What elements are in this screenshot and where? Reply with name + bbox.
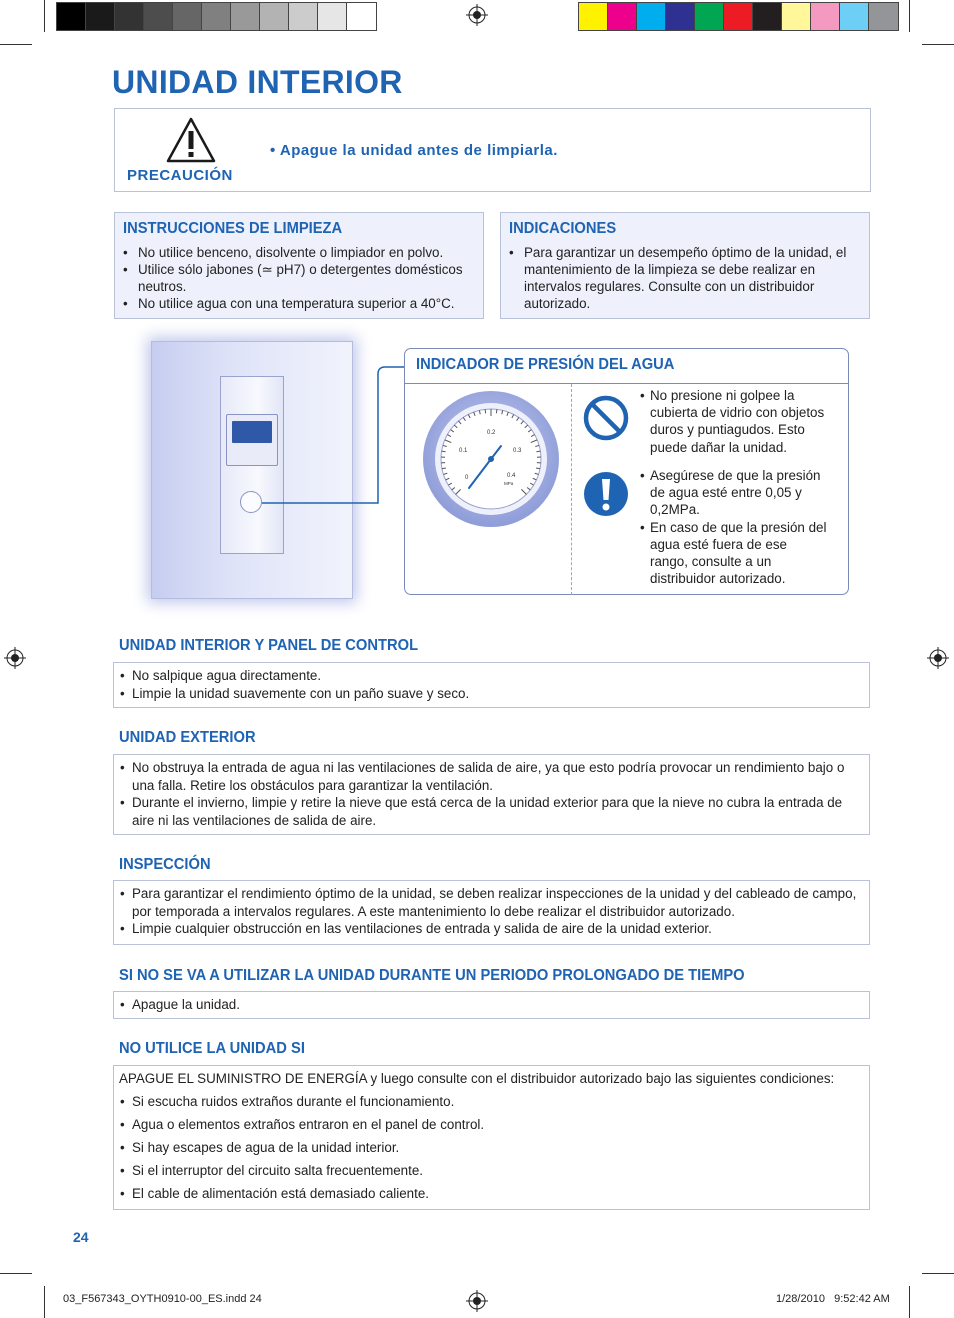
- indications-box: [500, 212, 870, 319]
- list-item: • Si escucha ruidos extraños durante el funcionamiento.: [119, 1093, 863, 1111]
- crop-mark: [909, 1286, 910, 1318]
- color-swatch: [811, 3, 840, 30]
- dashed-divider: [571, 384, 572, 595]
- color-swatch: [579, 3, 608, 30]
- gauge-tick: [442, 451, 446, 452]
- crop-mark: [922, 44, 954, 45]
- list-item: • Agua o elementos extraños entraron en el panel de control.: [119, 1116, 863, 1134]
- gray-swatch: [57, 3, 86, 30]
- section-box-inspection: [113, 880, 870, 945]
- section-title-long-period: SI NO SE VA A UTILIZAR LA UNIDAD DURANTE UN PERIODO PROLONGADO DE TIEMPO: [119, 967, 745, 984]
- registration-mark-icon: [466, 1290, 488, 1312]
- color-swatch: [637, 3, 666, 30]
- list-item: • No presione ni golpee la cubierta de vidrio con objetos duros y puntiagudos. Esto puede dañar la unidad.: [640, 387, 828, 456]
- color-swatch: [869, 3, 898, 30]
- cleaning-instructions-title: INSTRUCCIONES DE LIMPIEZA: [123, 220, 343, 237]
- list-item: • No utilice benceno, disolvente o limpiador en polvo.: [123, 244, 475, 261]
- warning-triangle-icon: [165, 116, 217, 164]
- water-pressure-title: INDICADOR DE PRESIÓN DEL AGUA: [416, 356, 675, 373]
- section-title-inspection: INSPECCIÓN: [119, 856, 211, 873]
- list-item: • Apague la unidad.: [119, 996, 863, 1014]
- list-item: • Limpie cualquier obstrucción en las ventilaciones de entrada y salida de aire de la unidad exterior.: [119, 920, 863, 938]
- list-item: • Utilice sólo jabones (≃ pH7) o detergentes domésticos neutros.: [123, 261, 475, 295]
- gray-swatch: [260, 3, 289, 30]
- list-item: • Limpie la unidad suavemente con un paño suave y seco.: [119, 685, 863, 703]
- gray-swatch: [144, 3, 173, 30]
- color-swatch: [840, 3, 869, 30]
- crop-mark: [922, 1273, 954, 1274]
- section-title-indoor-panel: UNIDAD INTERIOR Y PANEL DE CONTROL: [119, 637, 419, 654]
- print-slug-filename: 03_F567343_OYTH0910-00_ES.indd 24: [63, 1293, 262, 1305]
- page-title: UNIDAD INTERIOR: [112, 64, 403, 100]
- gauge-label: 0.1: [459, 448, 468, 454]
- color-swatch: [724, 3, 753, 30]
- caution-text: • Apague la unidad antes de limpiarla.: [270, 142, 558, 159]
- registration-mark-icon: [927, 647, 949, 669]
- process-color-bar: [578, 2, 899, 31]
- do-not-use-intro: APAGUE EL SUMINISTRO DE ENERGÍA y luego consulte con el distribuidor autorizado bajo las siguientes condiciones:: [119, 1071, 835, 1086]
- cleaning-instructions-box: [114, 212, 484, 319]
- crop-mark: [0, 44, 32, 45]
- gauge-label: 0.4: [507, 473, 516, 479]
- indications-list: [509, 244, 861, 312]
- gray-swatch: [202, 3, 231, 30]
- section-box-indoor-panel: [113, 662, 870, 708]
- registration-mark-icon: [4, 647, 26, 669]
- pressure-gauge-small-icon: [240, 491, 262, 513]
- print-slug-date: 1/28/2010 9:52:42 AM: [776, 1293, 890, 1305]
- color-swatch: [608, 3, 637, 30]
- mandatory-exclamation-icon: [582, 470, 630, 518]
- crop-mark: [909, 0, 910, 32]
- gray-color-bar: [56, 2, 377, 31]
- gauge-tick: [536, 451, 540, 452]
- color-swatch: [782, 3, 811, 30]
- caution-label: PRECAUCIÓN: [127, 167, 233, 184]
- gauge-label: 0: [465, 475, 469, 481]
- list-item: • El cable de alimentación está demasiado caliente.: [119, 1185, 863, 1203]
- pressure-gauge-icon: [421, 389, 561, 529]
- color-swatch: [753, 3, 782, 30]
- section-box-long-period: [113, 991, 870, 1019]
- registration-mark-icon: [466, 4, 488, 26]
- section-title-do-not-use: NO UTILICE LA UNIDAD SI: [119, 1040, 305, 1057]
- list-item: • Para garantizar un desempeño óptimo de la unidad, el mantenimiento de la limpieza se debe realizar en intervalos regulares. Consulte con un distribuidor autorizado.: [509, 244, 861, 312]
- list-item: • Para garantizar el rendimiento óptimo de la unidad, se deben realizar inspecciones de la unidad y del cableado de campo, por temporada a intervalos regulares. A este mantenimiento lo debe realizar el distribuidor autorizado.: [119, 885, 863, 920]
- gray-swatch: [347, 3, 376, 30]
- water-pressure-indicator-box: [404, 348, 849, 595]
- list-item: • En caso de que la presión del agua esté fuera de ese rango, consulte a un distribuidor autorizado.: [640, 519, 828, 588]
- color-swatch: [666, 3, 695, 30]
- section-box-do-not-use: [113, 1065, 870, 1210]
- callout-connector-line: [260, 364, 410, 506]
- list-item: • Asegúrese de que la presión de agua esté entre 0,05 y 0,2MPa.: [640, 467, 828, 519]
- list-item: • Si hay escapes de agua de la unidad interior.: [119, 1139, 863, 1157]
- crop-mark: [0, 1273, 32, 1274]
- list-item: • No obstruya la entrada de agua ni las ventilaciones de salida de aire, ya que esto podría provocar un rendimiento bajo o una falla. Retire los obstáculos para garantizar la ventilación.: [119, 759, 863, 794]
- gauge-label: 0.3: [513, 448, 522, 454]
- crop-mark: [44, 1286, 45, 1318]
- gray-swatch: [318, 3, 347, 30]
- cleaning-instructions-list: [123, 244, 475, 312]
- page-number: 24: [73, 1229, 89, 1245]
- gauge-unit: MPa: [504, 481, 514, 486]
- gray-swatch: [231, 3, 260, 30]
- list-item: • No utilice agua con una temperatura superior a 40°C.: [123, 295, 475, 312]
- indications-title: INDICACIONES: [509, 220, 617, 237]
- pressure-warning-text-2: [640, 467, 828, 587]
- gray-swatch: [289, 3, 318, 30]
- gray-swatch: [115, 3, 144, 30]
- section-box-outdoor: [113, 754, 870, 835]
- color-swatch: [695, 3, 724, 30]
- list-item: • Durante el invierno, limpie y retire la nieve que está cerca de la unidad exterior para que la nieve no cubra la entrada de aire ni las ventilaciones de salida de aire.: [119, 794, 863, 829]
- list-item: • No salpique agua directamente.: [119, 667, 863, 685]
- gray-swatch: [86, 3, 115, 30]
- section-title-outdoor: UNIDAD EXTERIOR: [119, 729, 256, 746]
- pressure-warning-text-1: [640, 387, 828, 456]
- prohibited-icon: [582, 394, 630, 442]
- crop-mark: [44, 0, 45, 32]
- list-item: • Si el interruptor del circuito salta frecuentemente.: [119, 1162, 863, 1180]
- water-pressure-header: [405, 349, 848, 384]
- caution-box: [114, 108, 871, 192]
- gauge-label: 0.2: [487, 430, 496, 436]
- gray-swatch: [173, 3, 202, 30]
